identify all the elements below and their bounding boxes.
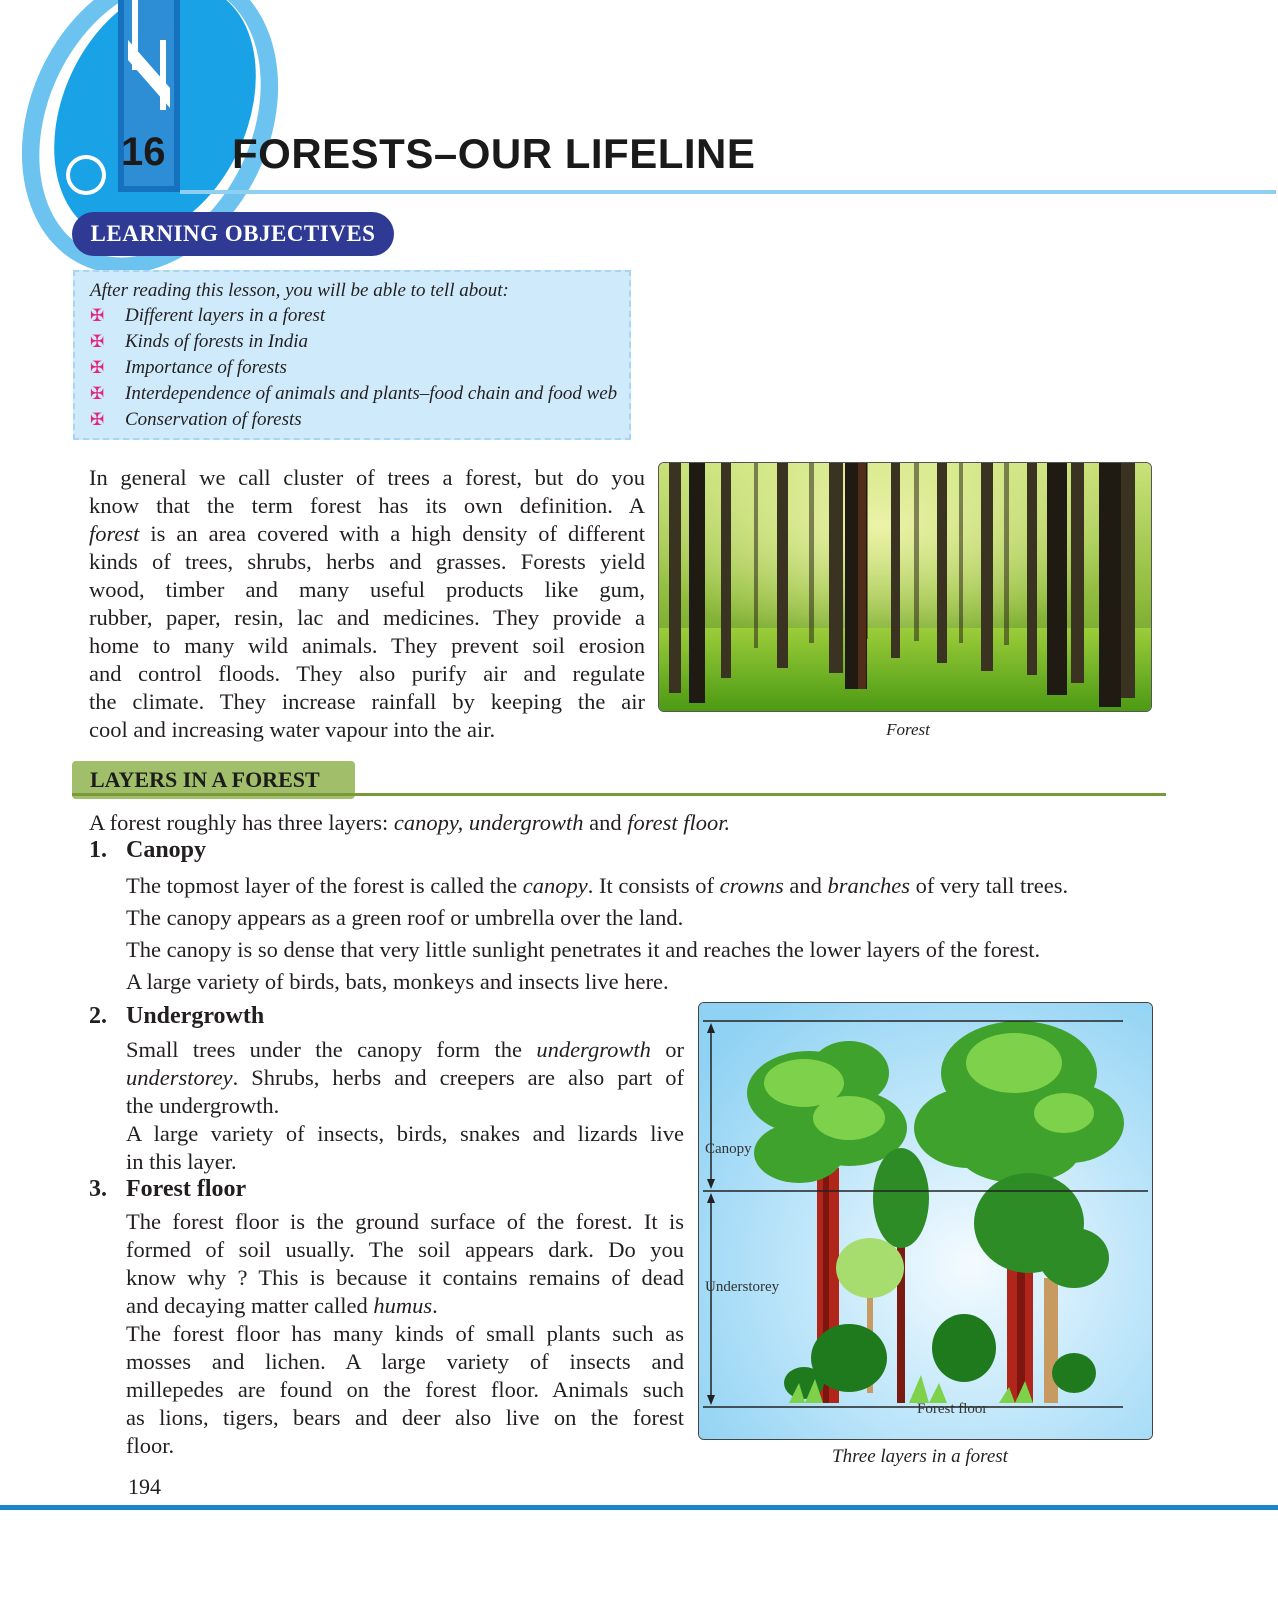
cross-bullet-icon: ✠ <box>90 358 105 377</box>
footer-rule <box>0 1505 1278 1510</box>
forest-floor-line: mosses and lichen. A large variety of insects and <box>126 1349 684 1374</box>
paragraph-line: the climate. They increase rainfall by keeping the air <box>89 689 645 714</box>
forest-floor-line: The forest floor is the ground surface of the forest. It is <box>126 1209 684 1234</box>
cross-bullet-icon: ✠ <box>90 306 105 325</box>
section-rule <box>72 793 1166 796</box>
chapter-number: 16 <box>121 130 166 174</box>
undergrowth-number: 2. <box>89 1003 107 1029</box>
paragraph-line: wood, timber and many useful products like gum, <box>89 577 645 602</box>
forest-floor-line: The forest floor has many kinds of small plants such as <box>126 1321 684 1346</box>
forest-photo <box>658 462 1152 712</box>
forest-floor-label: Forest floor <box>917 1401 988 1417</box>
forest-floor-line: and decaying matter called humus. <box>126 1293 438 1318</box>
canopy-label: Canopy <box>705 1141 752 1157</box>
paragraph-line: and control floods. They also purify air and regulate <box>89 661 645 686</box>
objective-item: ✠ Interdependence of animals and plants–food chain and food web <box>90 383 618 404</box>
layers-intro: A forest roughly has three layers: canopy, undergrowth and forest floor. <box>89 810 731 835</box>
paragraph-line: forest is an area covered with a high density of different <box>89 521 645 546</box>
objective-item: ✠ Different layers in a forest <box>90 305 326 326</box>
forest-floor-line: know why ? This is because it contains remains of dead <box>126 1265 684 1290</box>
undergrowth-line: Small trees under the canopy form the undergrowth or <box>126 1037 684 1062</box>
objective-item: ✠ Kinds of forests in India <box>90 331 308 352</box>
objectives-box <box>73 270 631 440</box>
paragraph-line: home to many wild animals. They prevent soil erosion <box>89 633 645 658</box>
cross-bullet-icon: ✠ <box>90 384 105 403</box>
forest-photo-caption: Forest <box>886 720 930 739</box>
term-forest: forest <box>89 521 140 546</box>
page-number: 194 <box>128 1474 161 1499</box>
forest-floor-number: 3. <box>89 1176 107 1202</box>
cross-bullet-icon: ✠ <box>90 410 105 429</box>
forest-floor-line: floor. <box>126 1433 175 1458</box>
section-heading-layers: LAYERS IN A FOREST <box>72 761 355 799</box>
layers-diagram-caption: Three layers in a forest <box>832 1446 1008 1467</box>
header-rule <box>180 190 1276 194</box>
paragraph-line: rubber, paper, resin, lac and medicines. They provide a <box>89 605 645 630</box>
forest-layers-diagram <box>698 1002 1153 1440</box>
canopy-heading: Canopy <box>126 837 207 863</box>
canopy-line: A large variety of birds, bats, monkeys and insects live here. <box>126 969 669 994</box>
canopy-line: The canopy is so dense that very little sunlight penetrates it and reaches the lower layers of the forest. <box>126 937 1041 962</box>
paragraph-line: cool and increasing water vapour into the air. <box>89 717 496 742</box>
canopy-number: 1. <box>89 837 107 863</box>
paragraph-line: kinds of trees, shrubs, herbs and grasses. Forests yield <box>89 549 645 574</box>
paragraph-line: In general we call cluster of trees a forest, but do you <box>89 465 645 490</box>
objective-item: ✠ Conservation of forests <box>90 409 302 430</box>
cross-bullet-icon: ✠ <box>90 332 105 351</box>
forest-floor-line: millepedes are found on the forest floor. Animals such <box>126 1377 684 1402</box>
undergrowth-line: understorey. Shrubs, herbs and creepers are also part of <box>126 1065 684 1090</box>
undergrowth-line: the undergrowth. <box>126 1093 280 1118</box>
canopy-line: The topmost layer of the forest is called the canopy. It consists of crowns and branches of very tall trees. <box>126 873 1069 898</box>
forest-floor-line: as lions, tigers, bears and deer also live on the forest <box>126 1405 684 1430</box>
canopy-line: The canopy appears as a green roof or umbrella over the land. <box>126 905 684 930</box>
chapter-title: FORESTS–OUR LIFELINE <box>232 130 756 177</box>
paragraph-line: know that the term forest has its own definition. A <box>89 493 645 518</box>
understorey-label: Understorey <box>705 1279 780 1295</box>
learning-objectives-badge: LEARNING OBJECTIVES <box>72 212 394 256</box>
objective-item: ✠ Importance of forests <box>90 357 287 378</box>
undergrowth-heading: Undergrowth <box>126 1003 265 1029</box>
undergrowth-line: A large variety of insects, birds, snakes and lizards live <box>126 1121 684 1146</box>
objectives-intro: After reading this lesson, you will be able to tell about: <box>90 280 509 301</box>
forest-floor-line: formed of soil usually. The soil appears dark. Do you <box>126 1237 684 1262</box>
undergrowth-line: in this layer. <box>126 1149 237 1174</box>
forest-floor-heading: Forest floor <box>126 1176 247 1202</box>
